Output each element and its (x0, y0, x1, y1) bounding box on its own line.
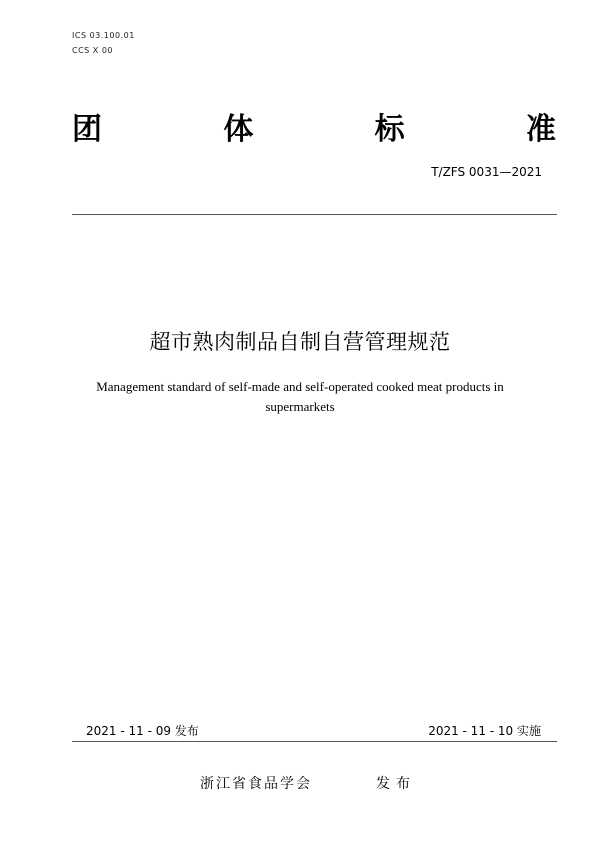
standard-type-heading (72, 110, 556, 150)
standard-type-char: 团 (72, 112, 102, 147)
title-chinese: 超市熟肉制品自制自营管理规范 (149, 330, 451, 354)
ccs-code: CCS X 00 (72, 46, 113, 55)
standard-type-char: 体 (223, 112, 254, 147)
publish-action: 发布 (376, 776, 416, 792)
title-english (60, 377, 540, 417)
standard-type-char: 准 (525, 112, 556, 147)
title-english-line2: supermarkets (265, 399, 335, 414)
title-english-line1: Management standard of self-made and self-operated cooked meat products in (96, 379, 504, 394)
top-divider (72, 214, 557, 215)
ics-code: ICS 03.100.01 (72, 31, 135, 40)
publisher-name: 浙江省食品学会 (200, 776, 312, 792)
standard-code: T/ZFS 0031—2021 (431, 165, 542, 179)
implementation-date: 2021 - 11 - 10 实施 (428, 724, 541, 738)
standard-type-char: 标 (374, 112, 405, 147)
bottom-divider (72, 741, 557, 742)
publish-date: 2021 - 11 - 09 发布 (86, 724, 199, 738)
